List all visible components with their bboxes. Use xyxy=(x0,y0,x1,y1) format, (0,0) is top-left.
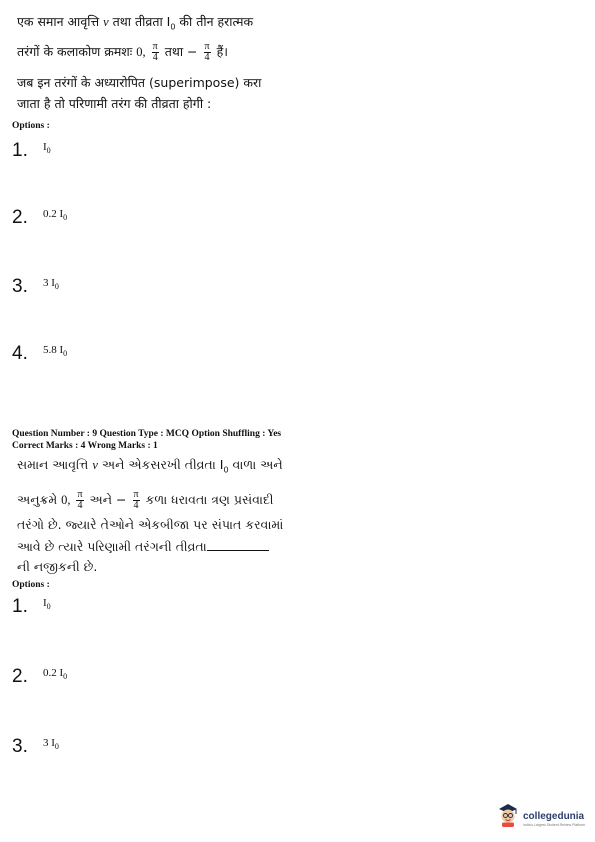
q8-phase-fraction-1 xyxy=(152,42,159,63)
q9-frac-2-denominator: 4 xyxy=(133,500,139,511)
q8-frac-1-denominator: 4 xyxy=(152,52,158,63)
q8-minus-sign: − xyxy=(187,44,198,59)
q8-option-4-subscript: 0 xyxy=(63,349,68,359)
q8-option-1-subscript: 0 xyxy=(46,146,51,156)
q8-option-3-value xyxy=(42,277,59,292)
q8-line-1-text-a: एक समान आवृत्ति xyxy=(17,14,104,29)
q8-line-3: जब इन तरंगों के अध्यारोपित (superimpose) करा xyxy=(17,75,262,90)
q8-line-1 xyxy=(17,15,253,35)
q8-option-4-number: 4. xyxy=(12,343,28,364)
student-mascot-icon xyxy=(497,803,519,827)
q8-option-2-value xyxy=(42,208,68,223)
q8-intensity-subscript: 0 xyxy=(170,22,176,32)
logo-tagline: India's Largest Student Review Platform xyxy=(523,822,586,827)
q8-option-1[interactable] xyxy=(12,140,51,162)
q9-intensity-subscript: 0 xyxy=(223,465,229,475)
q8-option-2-subscript: 0 xyxy=(63,213,68,223)
q8-option-4[interactable] xyxy=(12,343,67,365)
q8-phase-fraction-2 xyxy=(204,42,211,63)
q9-option-1[interactable] xyxy=(12,596,51,618)
q8-option-3-subscript: 0 xyxy=(54,282,59,292)
q8-option-4-value-text: 5.8 I xyxy=(42,344,64,356)
q9-option-2-value-text: 0.2 I xyxy=(42,667,64,679)
q9-option-2[interactable] xyxy=(12,666,67,688)
q9-frac-1-denominator: 4 xyxy=(77,500,83,511)
q9-line-2-text-c: કળા ધરાવતા ત્રણ પ્રસંવાદી xyxy=(145,492,274,507)
q9-line-5: ની નજીકની છે. xyxy=(17,559,98,574)
q9-option-1-value xyxy=(42,597,51,612)
q8-line-4: जाता है तो परिणामी तरंग की तीव्रता होगी : xyxy=(17,96,212,111)
q9-line-1-text-c: વાળા અને xyxy=(228,457,283,472)
q8-line-2-text-a: तरंगों के कलाकोण क्रमशः xyxy=(17,44,137,59)
q8-line-2-text-b: तथा xyxy=(164,44,184,59)
q9-line-2-text-a: અનુક્રમે xyxy=(17,492,62,507)
logo-text-block xyxy=(523,804,585,827)
q9-option-3-value xyxy=(42,737,59,752)
q9-phase-zero: 0, xyxy=(61,493,71,507)
q8-line-2-text-c: हैं। xyxy=(216,44,228,59)
q8-option-3[interactable] xyxy=(12,276,59,298)
q9-option-3-value-text: 3 I xyxy=(42,737,55,749)
q9-option-1-number: 1. xyxy=(12,596,28,617)
q9-phase-fraction-2 xyxy=(133,490,140,511)
q9-meta-line-2: Correct Marks : 4 Wrong Marks : 1 xyxy=(12,441,158,451)
q9-option-2-value xyxy=(42,667,68,682)
q9-line-2-text-b: અને xyxy=(89,492,113,507)
q9-meta-line-1: Question Number : 9 Question Type : MCQ Option Shuffling : Yes xyxy=(12,429,282,439)
logo-wordmark: collegedunia xyxy=(523,810,585,822)
q9-nu-symbol: ν xyxy=(92,458,98,472)
q9-line-1-text-b: અને એકસરખી તીવ્રતા I xyxy=(97,457,224,472)
q9-option-3-number: 3. xyxy=(12,736,28,757)
q9-option-3[interactable] xyxy=(12,736,59,758)
q9-line-1 xyxy=(17,458,283,478)
q8-option-4-value xyxy=(42,344,68,359)
q8-frac-2-denominator: 4 xyxy=(204,52,210,63)
q9-line-2 xyxy=(17,490,274,511)
q8-nu-symbol: ν xyxy=(103,15,109,29)
q9-option-1-subscript: 0 xyxy=(46,602,51,612)
collegedunia-logo xyxy=(497,803,585,827)
q8-option-2-value-text: 0.2 I xyxy=(42,208,64,220)
q8-options-label: Options : xyxy=(12,121,50,131)
q9-minus-sign: − xyxy=(116,492,127,507)
q8-frac-1-numerator: π xyxy=(152,41,158,52)
q9-line-4-text: આવે છે ત્યારે પરિણામી તરંગની તીવ્રતા xyxy=(17,539,207,554)
q9-line-3: તરંગો છે. જ્યારે તેઓને એકબીજા પર સંપાત કરવામાં xyxy=(17,517,284,532)
q9-option-1-value-text: I xyxy=(42,597,47,609)
q9-option-2-subscript: 0 xyxy=(63,672,68,682)
q8-line-1-text-b: तथा तीव्रता I xyxy=(108,14,171,29)
q9-answer-blank xyxy=(207,550,269,551)
q8-option-3-number: 3. xyxy=(12,276,28,297)
q8-option-1-number: 1. xyxy=(12,140,28,161)
q9-option-3-subscript: 0 xyxy=(54,742,59,752)
q9-line-1-text-a: સમાન આવૃત્તિ xyxy=(17,457,93,472)
q9-option-2-number: 2. xyxy=(12,666,28,687)
q9-options-label: Options : xyxy=(12,580,50,590)
q8-option-2-number: 2. xyxy=(12,207,28,228)
q8-frac-2-numerator: π xyxy=(204,41,210,52)
q8-option-3-value-text: 3 I xyxy=(42,277,55,289)
q9-phase-fraction-1 xyxy=(76,490,83,511)
q8-line-2 xyxy=(17,42,228,63)
q8-phase-zero: 0, xyxy=(136,45,146,59)
q8-option-1-value xyxy=(42,141,51,156)
q9-frac-2-numerator: π xyxy=(133,489,139,500)
q9-line-4 xyxy=(17,540,269,554)
q8-option-2[interactable] xyxy=(12,207,67,229)
q8-line-1-text-c: की तीन हरात्मक xyxy=(175,14,254,29)
q9-frac-1-numerator: π xyxy=(77,489,83,500)
q8-option-1-value-text: I xyxy=(42,141,47,153)
